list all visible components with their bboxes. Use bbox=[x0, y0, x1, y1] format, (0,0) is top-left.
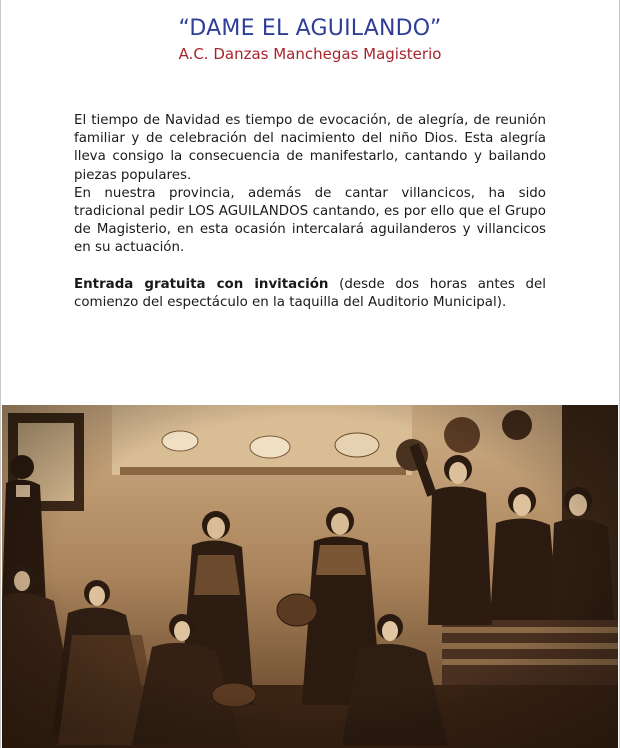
body-text bbox=[74, 112, 546, 312]
sepia-photograph bbox=[2, 405, 618, 748]
entry-bold-text: Entrada gratuita con invitación bbox=[74, 276, 329, 292]
document-title: “DAME EL AGUILANDO” bbox=[178, 16, 442, 41]
document-subtitle: A.C. Danzas Manchegas Magisterio bbox=[178, 45, 442, 63]
photograph-illustration bbox=[2, 405, 618, 748]
entry-paragraph bbox=[74, 276, 546, 312]
photo-vignette bbox=[2, 405, 618, 748]
paragraph-spacer bbox=[74, 258, 546, 276]
paragraph-2: En nuestra provincia, además de cantar villancicos, ha sido tradicional pedir LOS AGUILANDOS cantando, es por ello que el Grupo de Magisterio, en esta ocasión intercalará aguilanderos y villancicos en su actuación. bbox=[74, 185, 546, 256]
page-border-left bbox=[0, 0, 1, 748]
entry-rest-text: (desde dos horas antes del comienzo del espectáculo en la taquilla del Auditorio Municipal). bbox=[74, 276, 546, 310]
paragraph-1: El tiempo de Navidad es tiempo de evocación, de alegría, de reunión familiar y de celebración del nacimiento del niño Dios. Esta alegría lleva consigo la consecuencia de manifestarlo, cantando y bailando piezas populares. bbox=[74, 113, 546, 183]
